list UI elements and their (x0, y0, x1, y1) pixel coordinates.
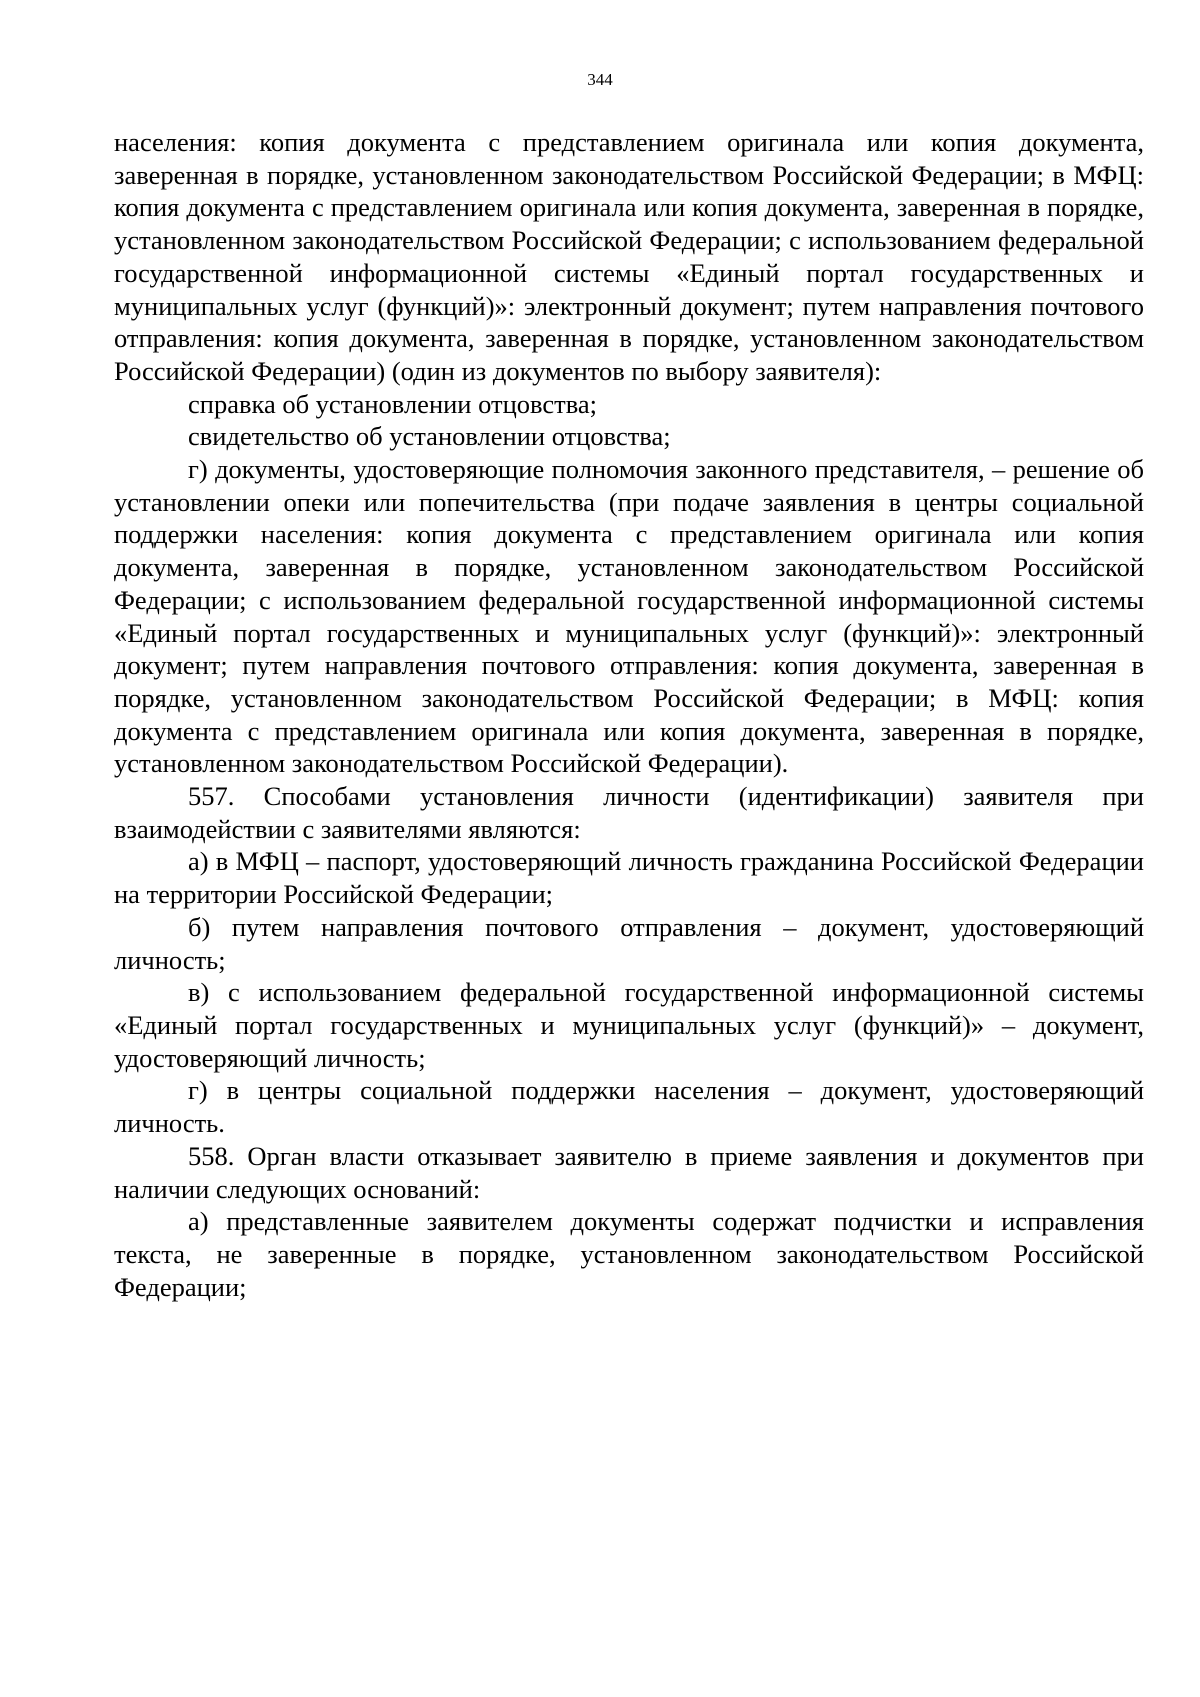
paragraph-subitem-g: г) документы, удостоверяющие полномочия законного представителя, – решение об установлении опеки или попечительства (при подаче заявления в центры социальной поддержки населения: копия документа с представлением оригинала или копия документа, заверенная в порядке, установленном законодательством Российской Федерации; с использованием федеральной государственной информационной системы «Единый портал государственных и муниципальных услуг (функций)»: электронный документ; путем направления почтового отправления: копия документа, заверенная в порядке, установленном законодательством Российской Федерации; в МФЦ: копия документа с представлением оригинала или копия документа, заверенная в порядке, установленном законодательством Российской Федерации). (114, 454, 1144, 779)
paragraph-subitem-a2: а) представленные заявителем документы содержат подчистки и исправления текста, не заверенные в порядке, установленном законодательством Российской Федерации; (114, 1206, 1144, 1302)
paragraph-558: 558. Орган власти отказывает заявителю в приеме заявления и документов при наличии следующих оснований: (114, 1140, 1144, 1204)
page-number: 344 (587, 70, 613, 89)
paragraph-list-item: свидетельство об установлении отцовства; (188, 421, 671, 452)
paragraph-557: 557. Способами установления личности (идентификации) заявителя при взаимодействии с заявителями являются: (114, 781, 1144, 844)
paragraph-list-item: справка об установлении отцовства; (188, 388, 598, 419)
paragraph-subitem-b: б) путем направления почтового отправления – документ, удостоверяющий личность; (114, 911, 1144, 975)
paragraph-subitem-a: а) в МФЦ – паспорт, удостоверяющий личность гражданина Российской Федерации на территории Российской Федерации; (114, 846, 1144, 910)
paragraph-continuation: населения: копия документа с представлением оригинала или копия документа, заверенная в порядке, установленном законодательством Российской Федерации; в МФЦ: копия документа с представлением оригинала или копия документа, заверенная в порядке, установленном законодательством Российской Федерации; с использованием федеральной государственной информационной системы «Единый портал государственных и муниципальных услуг (функций)»: электронный документ; путем направления почтового отправления: копия документа, заверенная в порядке, установленном законодательством Российской Федерации) (один из документов по выбору заявителя): (114, 127, 1144, 386)
paragraph-subitem-v: в) с использованием федеральной государственной информационной системы «Единый портал государственных и муниципальных услуг (функций)» – документ, удостоверяющий личность; (114, 977, 1144, 1073)
paragraph-subitem-g2: г) в центры социальной поддержки населения – документ, удостоверяющий личность. (114, 1075, 1144, 1139)
document-body (114, 126, 1144, 1303)
